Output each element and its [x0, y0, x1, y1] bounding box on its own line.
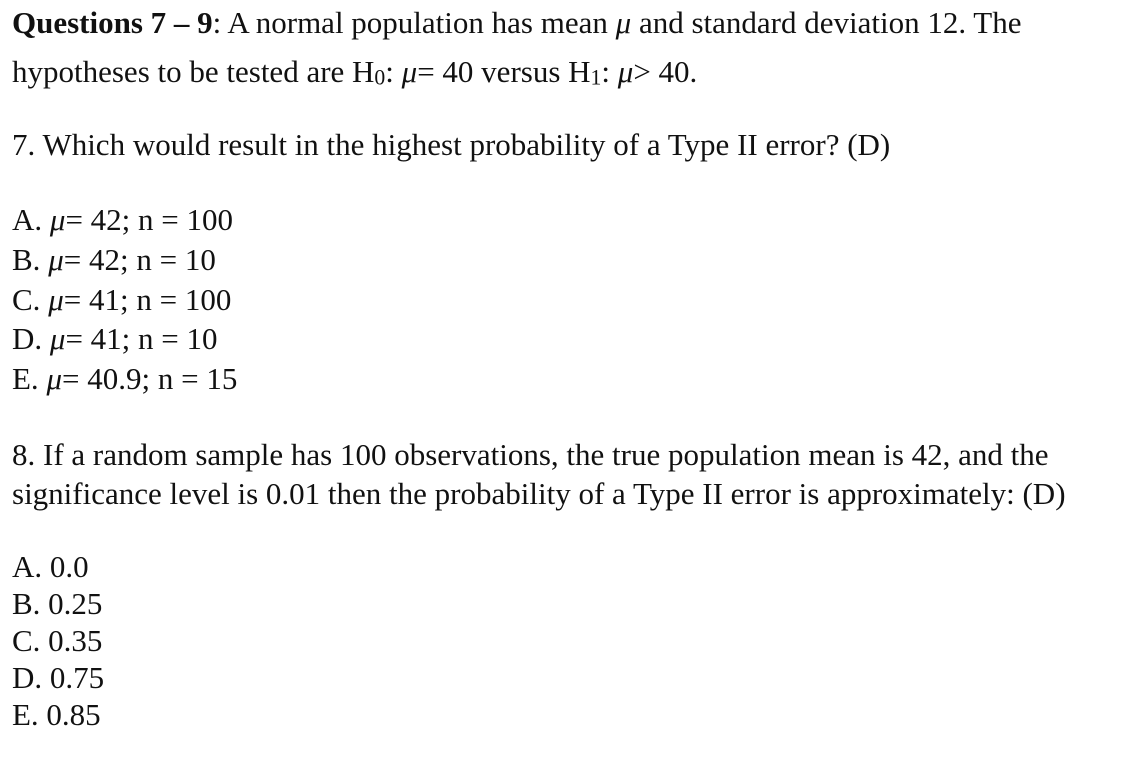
- mu-symbol: μ: [48, 282, 64, 317]
- intro-text-2a: hypotheses to be tested are H: [12, 54, 375, 89]
- q7-option-e: [12, 360, 237, 398]
- question-8-line-2: significance level is 0.01 then the probability of a Type II error is approximately: (D): [12, 476, 1066, 511]
- q7-option-d: [12, 320, 218, 358]
- intro-text-2e: > 40.: [633, 54, 698, 89]
- option-text: = 42; n = 10: [63, 242, 216, 277]
- intro-text-2b: :: [385, 54, 402, 89]
- q8-option-c: C. 0.35: [12, 623, 103, 658]
- h0-subscript: 0: [374, 65, 386, 90]
- mu-symbol: μ: [49, 202, 66, 237]
- mu-symbol: μ: [48, 242, 64, 277]
- q8-option-e: E. 0.85: [12, 697, 101, 732]
- intro-text-2c: = 40 versus H: [417, 54, 591, 89]
- mu-symbol: μ: [615, 5, 632, 40]
- option-text: = 41; n = 100: [63, 282, 232, 317]
- option-letter: C.: [12, 282, 49, 317]
- questions-heading: Questions 7 – 9: [12, 5, 213, 40]
- q7-option-a: [12, 201, 233, 239]
- q8-option-a: A. 0.0: [12, 549, 89, 584]
- option-letter: A.: [12, 202, 50, 237]
- option-text: = 41; n = 10: [65, 321, 218, 356]
- intro-text-1: : A normal population has mean: [212, 5, 616, 40]
- question-7: 7. Which would result in the highest probability of a Type II error? (D): [12, 127, 891, 162]
- mu-symbol: μ: [49, 321, 66, 356]
- q8-option-b: B. 0.25: [12, 586, 103, 621]
- question-8-line-1: 8. If a random sample has 100 observations, the true population mean is 42, and the: [12, 437, 1049, 472]
- option-text: = 42; n = 100: [65, 202, 234, 237]
- h1-subscript: 1: [590, 65, 602, 90]
- intro-text-2d: :: [601, 54, 618, 89]
- option-text: = 40.9; n = 15: [62, 361, 238, 396]
- mu-symbol: μ: [617, 54, 634, 89]
- mu-symbol: μ: [401, 54, 418, 89]
- intro-line-2: [12, 53, 697, 97]
- q7-option-c: [12, 281, 231, 319]
- intro-text-1-end: and standard deviation 12. The: [631, 5, 1022, 40]
- q8-option-d: D. 0.75: [12, 660, 105, 695]
- option-letter: D.: [12, 321, 50, 356]
- intro-line-1: [12, 4, 1021, 42]
- option-letter: E.: [12, 361, 47, 396]
- option-letter: B.: [12, 242, 49, 277]
- mu-symbol: μ: [46, 361, 62, 396]
- q7-option-b: [12, 241, 216, 279]
